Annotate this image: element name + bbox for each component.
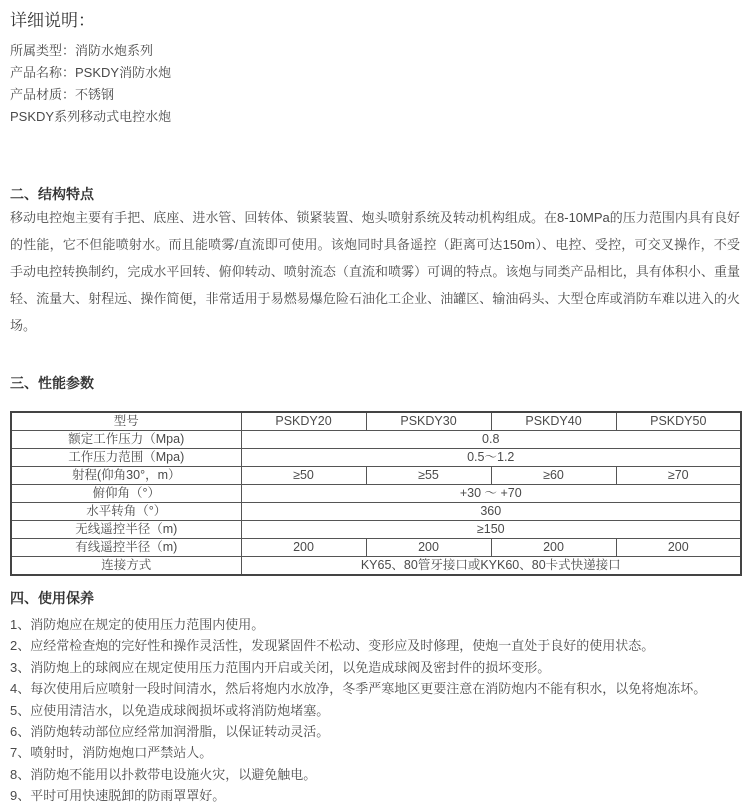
- table-header-pskdy50: PSKDY50: [616, 412, 741, 431]
- performance-params-table: [10, 411, 742, 576]
- row-label: 水平转角（°）: [11, 503, 241, 521]
- row-merged-value: 0.8: [241, 431, 741, 449]
- row-label: 射程(仰角30°，m）: [11, 467, 241, 485]
- row-label: 俯仰角（°）: [11, 485, 241, 503]
- row-value: ≥70: [616, 467, 741, 485]
- maintenance-item-1: 1、消防炮应在规定的使用压力范围内使用。: [10, 617, 265, 632]
- row-label: 工作压力范围（Mpa): [11, 449, 241, 467]
- row-value: 200: [616, 539, 741, 557]
- maintenance-item-6: 6、消防炮转动部位应经常加润滑脂，以保证转动灵活。: [10, 724, 330, 740]
- table-header-model: 型号: [11, 412, 241, 431]
- maintenance-item-8: 8、消防炮不能用以扑救带电设施火灾，以避免触电。: [10, 766, 317, 782]
- maintenance-item-3: 3、消防炮上的球阀应在规定使用压力范围内开启或关闭，以免造成球阀及密封件的损坏变形。: [10, 659, 551, 675]
- table-header-pskdy20: PSKDY20: [241, 412, 366, 431]
- table-row-pressure-range: [11, 449, 741, 467]
- row-merged-value: +30 ～ +70: [241, 485, 741, 503]
- table-row-wired-radius: [11, 539, 741, 557]
- table-row-header: [11, 412, 741, 431]
- row-label: 无线遥控半径（m): [11, 521, 241, 539]
- row-label: 连接方式: [11, 557, 241, 576]
- product-type-line: 所属类型：消防水炮系列: [10, 43, 154, 58]
- row-value: ≥55: [366, 467, 491, 485]
- product-name-line: 产品名称：PSKDY消防水炮: [10, 65, 172, 80]
- maintenance-item-4: 4、每次使用后应喷射一段时间清水，然后将炮内水放净，冬季严寒地区更要注意在消防炮内不能有积水，以免将炮冻坏。: [10, 681, 707, 697]
- row-merged-value: KY65、80管牙接口或KYK60、80卡式快递接口: [241, 557, 741, 576]
- table-header-pskdy40: PSKDY40: [491, 412, 616, 431]
- product-material-line: 产品材质：不锈钢: [10, 87, 115, 102]
- maintenance-item-5: 5、应使用清洁水，以免造成球阀损坏或将消防炮堵塞。: [10, 702, 330, 718]
- row-value: ≥60: [491, 467, 616, 485]
- row-merged-value: 0.5～1.2: [241, 449, 741, 467]
- row-value: 200: [491, 539, 616, 557]
- maintenance-item-2: 2、应经常检查炮的完好性和操作灵活性，发现紧固件不松动、变形应及时修理，使炮一直处于良好的使用状态。: [10, 638, 655, 654]
- table-row-wireless-radius: [11, 521, 741, 539]
- table-row-pitch-angle: [11, 485, 741, 503]
- product-info-block: [10, 40, 740, 128]
- page-title: 详细说明：: [10, 11, 95, 30]
- row-merged-value: ≥150: [241, 521, 741, 539]
- section-heading-maintenance: 四、使用保养: [10, 590, 94, 606]
- section-heading-structure: 二、结构特点: [10, 186, 94, 202]
- table-row-range: [11, 467, 741, 485]
- maintenance-item-7: 7、喷射时，消防炮炮口严禁站人。: [10, 745, 213, 761]
- maintenance-list: [10, 614, 740, 807]
- table-row-rated-pressure: [11, 431, 741, 449]
- row-value: ≥50: [241, 467, 366, 485]
- row-value: 200: [241, 539, 366, 557]
- row-label: 有线遥控半径（m): [11, 539, 241, 557]
- structure-paragraph: 移动电控炮主要有手把、底座、进水管、回转体、锁紧装置、炮头喷射系统及转动机构组成。在8-10MPa的压力范围内具有良好的性能，它不但能喷射水。而且能喷雾/直流即可使用。该炮同时具备遥控（距离可达150m）、电控、受控，可交叉操作，不受手动电控转换制约，完成水平回转、俯仰转动、喷射流态（直流和喷雾）可调的特点。该炮与同类产品相比，具有体积小、重量轻、流量大、射程远、操作简便，非常适用于易燃易爆危险石油化工企业、油罐区、输油码头、大型仓库或消防车难以进入的火场。: [10, 210, 740, 333]
- row-label: 额定工作压力（Mpa): [11, 431, 241, 449]
- maintenance-item-9: 9、平时可用快速脱卸的防雨罩罩好。: [10, 788, 226, 804]
- product-series-line: PSKDY系列移动式电控水炮: [10, 109, 172, 124]
- row-value: 200: [366, 539, 491, 557]
- table-row-connection: [11, 557, 741, 576]
- table-row-horizontal-angle: [11, 503, 741, 521]
- section-heading-params: 三、性能参数: [10, 375, 94, 391]
- table-header-pskdy30: PSKDY30: [366, 412, 491, 431]
- row-merged-value: 360: [241, 503, 741, 521]
